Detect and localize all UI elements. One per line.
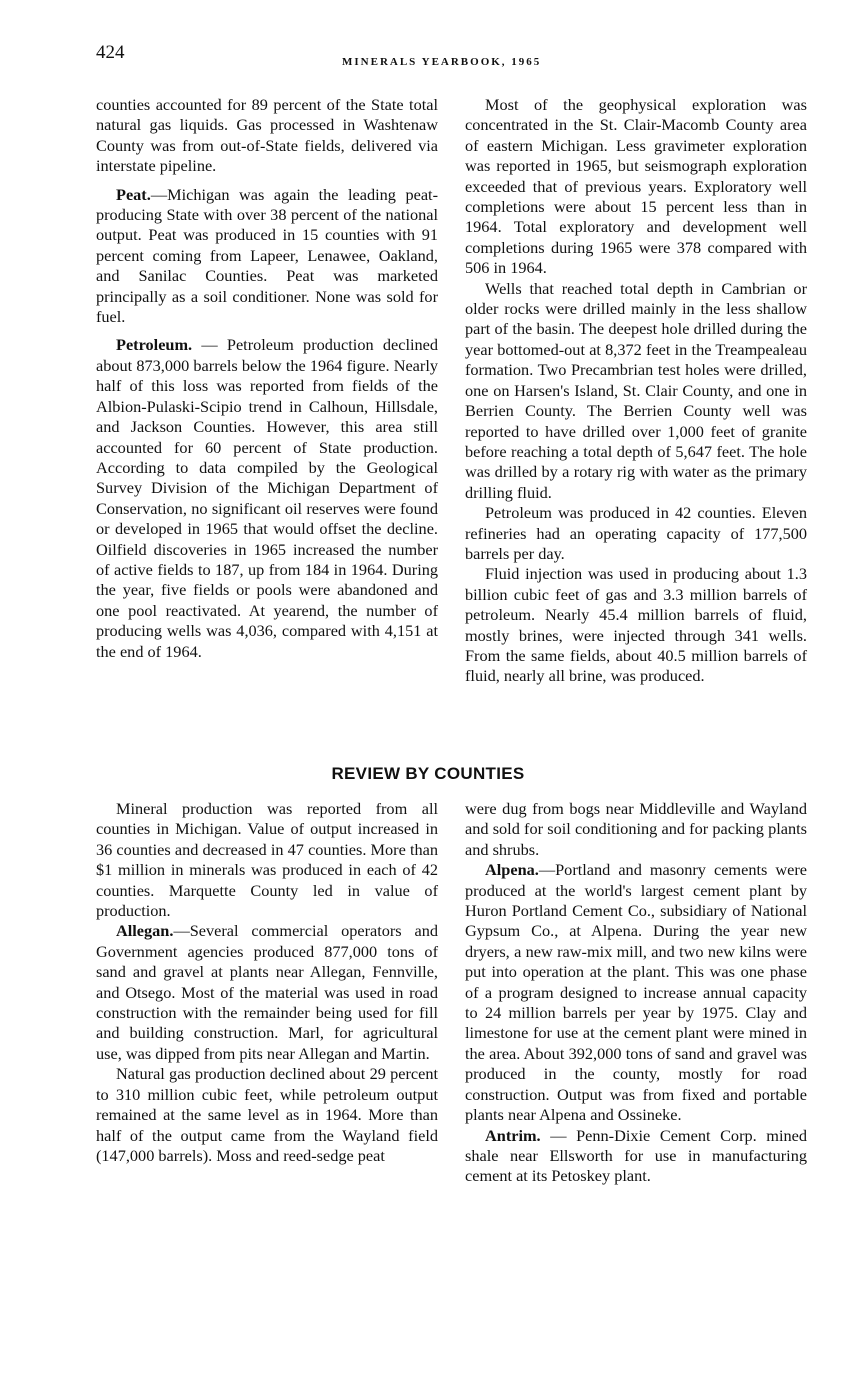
paragraph-text: —Several commercial operators and Government agencies produced 877,000 tons of sand and gravel at plants near Allegan, Fennville, and Otsego. Most of the material was used in road construction with the remainder being used for fill and building construction. Marl, for agricultural use, was dipped from pits near Allegan and Martin. [96,921,438,1063]
paragraph: Most of the geophysical exploration was concentrated in the St. Clair-Macomb County area of eastern Michigan. Less gravimeter exploration was reported in 1965, but seismograph exploration exceeded that of previous years. Exploratory well completions were about 15 percent less than in 1964. Total exploratory and development well completions during 1965 were 378 compared with 506 in 1964. [465,95,807,278]
top-left-column [96,95,438,662]
paragraph-lead: Peat. [116,184,151,204]
paragraph [96,1064,438,1166]
paragraph-peat [96,185,438,328]
paragraph-petroleum [96,335,438,662]
paragraph [465,799,807,860]
paragraph-allegan [96,921,438,1064]
paragraph-text: —Michigan was again the leading peat-producing State with over 38 percent of the national output. Peat was produced in 15 counties with 91 percent coming from Lapeer, Lenawee, Oakland, and Sanilac Counties. Peat was marketed principally as a soil conditioner. None was sold for fuel. [96,184,438,327]
top-right-column [465,95,807,687]
paragraph: Petroleum was produced in 42 counties. Eleven refineries had an operating capacity of 177,500 barrels per day. [465,503,807,563]
paragraph-text: Mineral production was reported from all counties in Michigan. Value of output increased in 36 counties and decreased in 47 counties. More than $1 million in minerals was produced in each of 42 counties. Marquette County led in value of production. [96,799,438,921]
paragraph-lead: Petroleum. [116,335,193,355]
bottom-right-column [465,799,807,1187]
paragraph [96,799,438,921]
paragraph-alpena [465,860,807,1125]
bottom-left-column [96,799,438,1166]
paragraph-text: Natural gas production declined about 29 percent to 310 million cubic feet, while petroleum output remained at the same level as in 1964. More than half of the output came from the Wayland field (147,000 barrels). Moss and reed-sedge peat [96,1064,438,1165]
paragraph-lead: Antrim. [485,1125,541,1145]
paragraph-text: — Petroleum production declined about 873,000 barrels below the 1964 figure. Nearly half of this loss was reported from fields of the Albion-Pulaski-Scipio trend in Calhoun, Hillsdale, and Jackson Counties. However, this area still accounted for 60 percent of State production. According to data compiled by the Geological Survey Division of the Michigan Department of Conservation, no significant oil reserves were found or developed in 1965 that would offset the decline. Oilfield discoveries in 1965 increased the number of active fields to 187, up from 184 in 1964. During the year, five fields or pools were abandoned and one pool reactivated. At yearend, the number of producing wells was 4,036, compared with 4,151 at the end of 1964. [96,335,438,661]
running-head: MINERALS YEARBOOK, 1965 [342,56,542,68]
page-number: 424 [96,42,125,63]
paragraph-text: — Penn-Dixie Cement Corp. mined shale near Ellsworth for use in manufacturing cement at its Petoskey plant. [465,1125,807,1186]
paragraph: Wells that reached total depth in Cambrian or older rocks were drilled mainly in the less shallow part of the basin. The deepest hole drilled during the year bottomed-out at 8,372 feet in the Treampealeau formation. Two Precambrian test holes were drilled, one on Harsen's Island, St. Clair County, and one in Berrien County. The Berrien County well was reported to have drilled over 1,000 feet of granite before reaching a total depth of 5,647 feet. The hole was drilled by a rotary rig with water as the primary drilling fluid. [465,278,807,502]
paragraph-antrim [465,1126,807,1187]
paragraph-lead: Allegan. [116,921,174,941]
paragraph: Fluid injection was used in producing about 1.3 billion cubic feet of gas and 3.3 million barrels of petroleum. Nearly 45.4 million barrels of fluid, mostly brines, were injected through 341 wells. From the same fields, about 40.5 million barrels of fluid, nearly all brine, was produced. [465,564,807,686]
section-heading: REVIEW BY COUNTIES [331,764,525,783]
paragraph-text: counties accounted for 89 percent of the State total natural gas liquids. Gas processed in Washtenaw County was from out-of-State fields, delivered via interstate pipeline. [96,95,438,176]
paragraph-text: were dug from bogs near Middleville and Wayland and sold for soil conditioning and for packing plants and shrubs. [465,799,807,859]
paragraph-text: —Portland and masonry cements were produced at the world's largest cement plant by Huron Portland Cement Co., subsidiary of National Gypsum Co., at Alpena. During the year new dryers, a new raw-mix mill, and two new kilns were put into operation at the plant. This was one phase of a program designed to increase annual capacity to 24 million barrels per year by 1975. Clay and limestone for use at the cement plant were mined in the area. About 392,000 tons of sand and gravel was produced in the county, mostly for road construction. Output was from fixed and portable plants near Alpena and Ossineke. [465,860,807,1125]
paragraph [96,95,438,177]
paragraph-lead: Alpena. [485,860,539,880]
